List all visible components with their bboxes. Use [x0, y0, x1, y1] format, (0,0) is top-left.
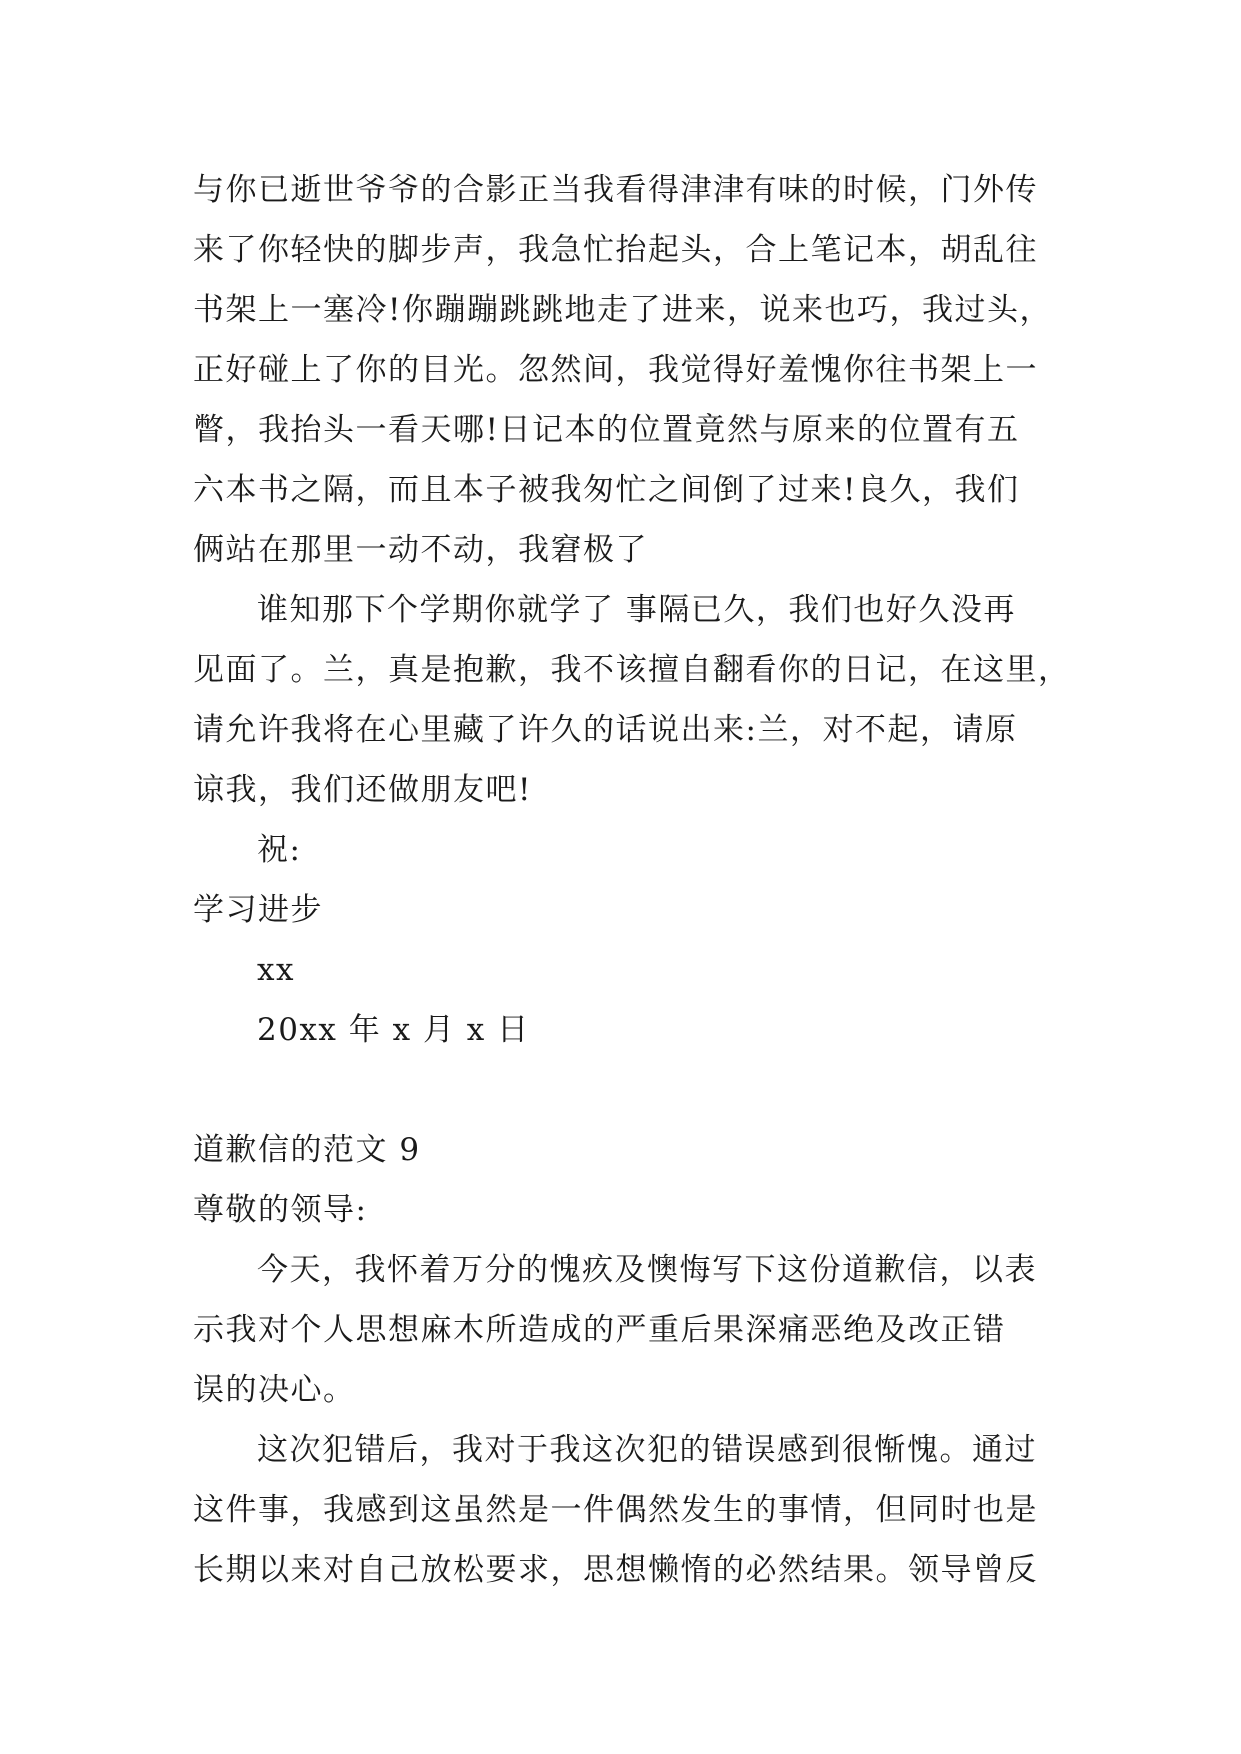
text-line: 正好碰上了你的目光。忽然间，我觉得好羞愧你往书架上一: [193, 352, 1038, 388]
closing-wish-content: 学习进步: [193, 892, 323, 928]
signature: xx: [257, 952, 295, 988]
text-line: 示我对个人思想麻木所造成的严重后果深痛恶绝及改正错: [193, 1312, 1006, 1348]
text-line: 今天，我怀着万分的愧疚及懊悔写下这份道歉信，以表: [257, 1252, 1037, 1288]
text-line: 六本书之隔，而且本子被我匆忙之间倒了过来!良久，我们: [193, 472, 1020, 508]
text-line: 来了你轻快的脚步声，我急忙抬起头，合上笔记本，胡乱往: [193, 232, 1038, 268]
text-line: 书架上一塞冷!你蹦蹦跳跳地走了进来，说来也巧，我过头，: [193, 292, 1052, 328]
text-line: 俩站在那里一动不动，我窘极了: [193, 532, 648, 568]
text-line: 谁知那下个学期你就学了 事隔已久，我们也好久没再: [257, 592, 1016, 628]
letter-date: 20xx 年 x 月 x 日: [257, 1012, 530, 1048]
section-title: 道歉信的范文 9: [193, 1132, 421, 1168]
text-line: 误的决心。: [193, 1372, 356, 1408]
text-line: 长期以来对自己放松要求，思想懒惰的必然结果。领导曾反: [193, 1552, 1038, 1588]
text-line: 这件事，我感到这虽然是一件偶然发生的事情，但同时也是: [193, 1492, 1038, 1528]
text-line: 见面了。兰，真是抱歉，我不该擅自翻看你的日记，在这里，: [193, 652, 1071, 688]
paragraph-story-continuation: [193, 160, 1073, 580]
closing-wish: 祝:: [257, 832, 302, 868]
text-line: 请允许我将在心里藏了许久的话说出来:兰，对不起，请原: [193, 712, 1018, 748]
letter-closing: [193, 820, 1073, 1060]
section-apology-letter-9: [193, 1120, 1073, 1600]
text-line: 谅我，我们还做朋友吧!: [193, 772, 532, 808]
letter-salutation: 尊敬的领导:: [193, 1192, 368, 1228]
text-line: 瞥，我抬头一看天哪!日记本的位置竟然与原来的位置有五: [193, 412, 1020, 448]
text-line: 与你已逝世爷爷的合影正当我看得津津有味的时候，门外传: [193, 172, 1038, 208]
section-gap: [193, 1060, 1073, 1120]
document-page: [193, 160, 1073, 1600]
text-line: 这次犯错后，我对于我这次犯的错误感到很惭愧。通过: [257, 1432, 1037, 1468]
paragraph-apology: [193, 580, 1073, 820]
